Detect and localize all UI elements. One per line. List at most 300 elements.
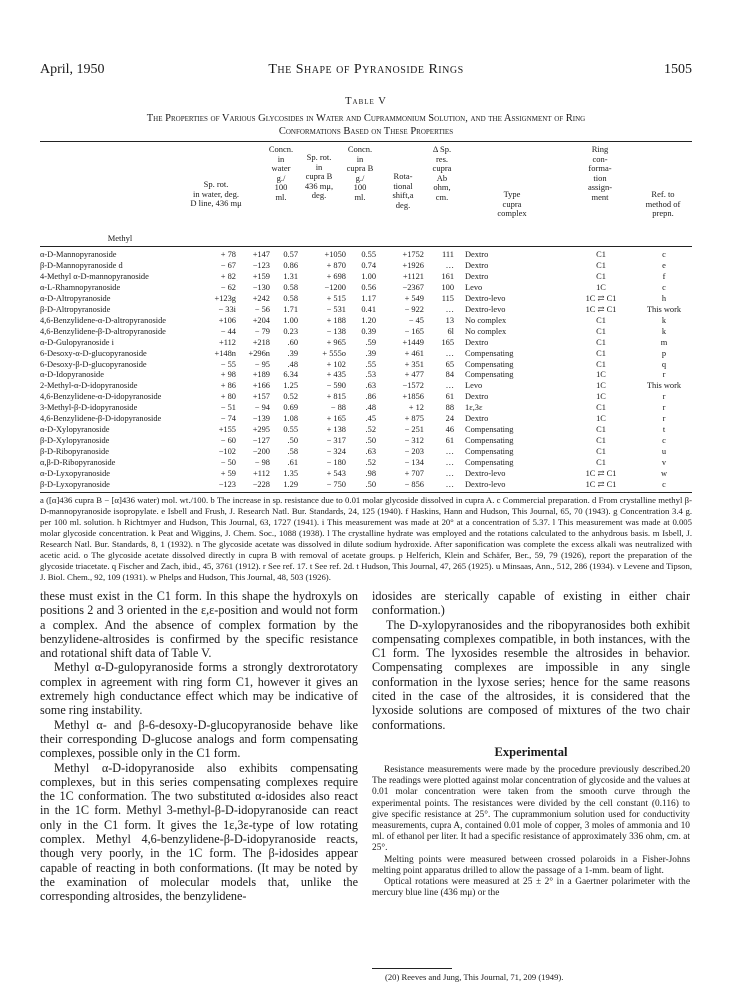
row-name: β-D-Xylopyranoside bbox=[40, 436, 110, 446]
table-row bbox=[40, 446, 692, 457]
row-ring-assignment: C1 bbox=[596, 260, 606, 270]
row-delta-res: 65 bbox=[445, 359, 454, 369]
row-sp-rot-436: − 79 bbox=[254, 326, 270, 336]
left-para-3: Methyl α- and β-6-desoxy-D-glucopyranoside behave like their corresponding D-glucose analogs and form compensating complexes, possible only in the C1 form. bbox=[40, 717, 358, 761]
row-delta-res: 61 bbox=[445, 436, 454, 446]
row-sp-rot-cupra: − 180 bbox=[326, 458, 346, 468]
row-ring-assignment: 1C bbox=[596, 282, 606, 292]
row-complex-type: Dextro-levo bbox=[465, 479, 506, 489]
row-concn-cupra: .59 bbox=[365, 337, 376, 347]
row-concn-water: 1.08 bbox=[283, 414, 298, 424]
table-row bbox=[40, 457, 692, 468]
row-sp-rot-436: −200 bbox=[252, 447, 270, 457]
table-row bbox=[40, 337, 692, 348]
row-ref: r bbox=[662, 392, 666, 402]
row-ring-assignment: 1C ⇄ C1 bbox=[585, 469, 617, 478]
row-concn-cupra: .50 bbox=[365, 436, 376, 446]
row-ring-assignment: C1 bbox=[596, 425, 606, 435]
row-rot-shift: − 134 bbox=[404, 458, 424, 468]
row-sp-rot-cupra: − 590 bbox=[326, 381, 346, 391]
row-delta-res: 84 bbox=[445, 370, 454, 380]
row-concn-water: .50 bbox=[287, 436, 298, 446]
row-ring-assignment: C1 bbox=[596, 458, 606, 468]
row-ref: c bbox=[662, 282, 666, 292]
row-delta-res: … bbox=[445, 479, 454, 489]
left-column bbox=[40, 589, 358, 904]
footnote-rule bbox=[372, 968, 452, 969]
row-complex-type: Levo bbox=[465, 381, 483, 391]
row-ring-assignment: C1 bbox=[596, 447, 606, 457]
row-concn-cupra: 1.00 bbox=[361, 271, 376, 281]
row-ref: u bbox=[661, 447, 667, 457]
row-sp-rot-water: − 55 bbox=[220, 359, 236, 369]
table-row bbox=[40, 413, 692, 424]
row-ring-assignment: C1 bbox=[596, 348, 606, 358]
row-rot-shift: + 461 bbox=[404, 348, 424, 358]
table-title-line2: Conformations Based on These Properties bbox=[278, 126, 454, 137]
left-para-1: these must exist in the C1 form. In this shape the hydroxyls on positions 2 and 3 oriented in the ε,ε-position and would not form a complex. And the absence of complex formation by the benzylidene-altrosides is confirmed by the specific resistance and rotational shift data of Table V. bbox=[40, 589, 358, 661]
row-sp-rot-436: +159 bbox=[252, 271, 270, 281]
table-title-line1: The Properties of Various Glycosides in Water and Cuprammonium Solution, and the Assignment of Ring bbox=[146, 113, 586, 124]
left-para-4: Methyl α-D-idopyranoside also exhibits compensating complexes, but in this series compensating complexes require the 1C conformation. The two substituted α-idosides also react in the 1C form. Methyl 3-methyl-β-D-idopyranoside can react only in the C1 form. It gives the 1ε,3ε-type of low rotating complex. Methyl 4,6-benzylidene-β-D-idopyranoside reacts, though very poorly, in the 1C form. The β-idosides appear capable of reacting in both conformations. (It may be noted by the examination of molecular models that, unlike the corresponding altrosides, the benzylidene- bbox=[40, 760, 358, 904]
row-sp-rot-cupra: −1200 bbox=[324, 282, 346, 292]
row-concn-cupra: 0.39 bbox=[361, 326, 376, 336]
row-concn-cupra: .48 bbox=[365, 403, 376, 413]
row-ring-assignment: 1C bbox=[596, 381, 606, 391]
row-sp-rot-cupra: + 188 bbox=[326, 315, 346, 325]
row-rot-shift: − 45 bbox=[408, 315, 424, 325]
row-concn-cupra: 0.41 bbox=[361, 304, 376, 314]
row-concn-cupra: .52 bbox=[365, 425, 376, 435]
row-ring-assignment: C1 bbox=[596, 403, 606, 413]
reference-20: (20) Reeves and Jung, This Journal, 71, 209 (1949). bbox=[385, 972, 564, 982]
row-delta-res: 46 bbox=[445, 425, 454, 435]
row-concn-water: .58 bbox=[287, 447, 298, 457]
row-ref: p bbox=[661, 348, 667, 358]
row-name: α-D-Gulopyranoside i bbox=[40, 337, 114, 347]
row-concn-cupra: .98 bbox=[365, 469, 376, 478]
row-complex-type: Dextro bbox=[465, 271, 489, 281]
row-name: 6-Desoxy-α-D-glucopyranoside bbox=[40, 348, 147, 358]
row-complex-type: No complex bbox=[465, 326, 507, 336]
row-complex-type: Dextro-levo bbox=[465, 293, 506, 303]
right-para-1: idosides are sterically capable of existing in either chair conformation.) bbox=[372, 589, 690, 618]
row-sp-rot-water: − 67 bbox=[220, 260, 236, 270]
table-top-rule bbox=[40, 141, 692, 142]
row-ref: k bbox=[661, 326, 667, 336]
row-sp-rot-water: +106 bbox=[218, 315, 236, 325]
row-sp-rot-cupra: + 102 bbox=[326, 359, 346, 369]
row-rot-shift: +1856 bbox=[402, 392, 424, 402]
row-sp-rot-water: − 50 bbox=[220, 458, 236, 468]
row-complex-type: Dextro bbox=[465, 337, 489, 347]
row-ring-assignment: C1 bbox=[596, 271, 606, 281]
row-complex-type: Dextro bbox=[465, 260, 489, 270]
row-sp-rot-436: − 95 bbox=[254, 359, 270, 369]
row-sp-rot-cupra: + 435 bbox=[326, 370, 346, 380]
row-delta-res: … bbox=[445, 304, 454, 314]
row-ring-assignment: C1 bbox=[596, 315, 606, 325]
row-name: α-D-Idopyranoside bbox=[40, 370, 104, 380]
row-ref: t bbox=[662, 425, 666, 435]
row-sp-rot-water: + 98 bbox=[220, 370, 236, 380]
row-concn-water: 1.00 bbox=[283, 315, 298, 325]
row-ring-assignment: C1 bbox=[596, 250, 606, 259]
row-ref: r bbox=[662, 370, 666, 380]
row-name: 4-Methyl α-D-mannopyranoside bbox=[40, 271, 149, 281]
row-name: 4,6-Benzylidene-α-D-altropyranoside bbox=[40, 315, 167, 325]
row-sp-rot-436: − 94 bbox=[254, 403, 270, 413]
row-delta-res: 115 bbox=[441, 293, 454, 303]
row-sp-rot-water: −123 bbox=[218, 479, 236, 489]
row-rot-shift: + 12 bbox=[408, 403, 424, 413]
row-sp-rot-water: − 74 bbox=[220, 414, 236, 424]
row-concn-cupra: .45 bbox=[365, 414, 376, 424]
row-complex-type: 1ε,3ε bbox=[465, 403, 483, 413]
row-sp-rot-water: − 51 bbox=[220, 403, 236, 413]
row-delta-res: 111 bbox=[442, 250, 454, 259]
row-sp-rot-436: +295 bbox=[252, 425, 270, 435]
row-sp-rot-cupra: + 965 bbox=[326, 337, 346, 347]
row-sp-rot-436: +204 bbox=[252, 315, 270, 325]
row-delta-res: … bbox=[445, 447, 454, 457]
row-sp-rot-cupra: − 324 bbox=[326, 447, 346, 457]
row-ref: c bbox=[662, 479, 666, 489]
row-ring-assignment: 1C ⇄ C1 bbox=[585, 304, 617, 314]
row-complex-type: Compensating bbox=[465, 436, 514, 446]
row-concn-water: 1.29 bbox=[283, 479, 298, 489]
row-ref: c bbox=[662, 436, 666, 446]
col-head-rot-shift: Rota- tional shift,a deg. bbox=[392, 171, 414, 210]
row-name: α-D-Mannopyranoside bbox=[40, 250, 117, 259]
row-rot-shift: +1449 bbox=[402, 337, 424, 347]
row-name: α,β-D-Ribopyranoside bbox=[40, 458, 116, 468]
row-concn-cupra: 0.55 bbox=[361, 250, 376, 259]
experimental-para-2: Melting points were measured between crossed polaroids in a Fisher-Johns melting point apparatus drilled to allow the passage of a 1-mm. beam of light. bbox=[372, 854, 690, 876]
table-row bbox=[40, 380, 692, 391]
row-sp-rot-water: + 80 bbox=[220, 392, 236, 402]
row-complex-type: Dextro bbox=[465, 250, 489, 259]
row-complex-type: Dextro-levo bbox=[465, 469, 506, 478]
row-concn-cupra: 1.17 bbox=[361, 293, 376, 303]
row-concn-cupra: .86 bbox=[365, 392, 376, 402]
row-delta-res: 100 bbox=[441, 282, 454, 292]
table-footnotes: a ([α]436 cupra B − [α]436 water) mol. wt./100. b The increase in sp. resistance due to 0.01 molar glycoside dissolved in cupra A. c Commercial preparation. d From crystalline methyl β-D-mannopyranoside isopropylate. e Isbell and Frush, J. Research Natl. Bur. Standards, 24, 125 (1940). f Haskins, Hann and Hudson, This Journal, 65, 70 (1943). g Concentration 3.4 g. per 100 ml. solution. h Richtmyer and Hudson, This Journal, 63, 1727 (1941). i This measurement was made at 20° at a concentration of 5.37. l This measurement was made at 0.005 molar glycoside concentration. k Peat and Wiggins, J. Chem. Soc., 1088 (1938). l The crystalline hydrate was employed and the rotations calculated to the anhydrous basis. m Isbell, J. Research Natl. Bur. Standards, 8, 1 (1932). n The glycoside acetate was dissolved in dilute sodium hydroxide. After saponification was complete the excess alkali was neutralized with acetic acid. o The glycoside acetate dissolved directly in cupra B with removal of acetate groups. p Helferich, Klein and Schäfer, Ber., 59, 79 (1926), report the preparation of the glycoside triacetate. q Fischer and Zach, ibid., 45, 3761 (1912). r See ref. 17. t See ref. 2d. t Hudson, This Journal, 47, 265 (1925). u Minsaas, Ann., 512, 286 (1934). v Levene and Tipson, J. Biol. Chem., 92, 109 (1931). w Phelps and Hudson, This Journal, 48, 503 (1926). bbox=[40, 495, 692, 582]
row-complex-type: Dextro-levo bbox=[465, 304, 506, 314]
row-sp-rot-cupra: + 138 bbox=[326, 425, 346, 435]
row-concn-cupra: .63 bbox=[365, 381, 376, 391]
row-complex-type: Dextro bbox=[465, 414, 489, 424]
row-ref: r bbox=[662, 414, 666, 424]
row-name: α-D-Altropyranoside bbox=[40, 293, 111, 303]
row-delta-res: 61 bbox=[445, 392, 454, 402]
row-rot-shift: + 707 bbox=[404, 469, 424, 478]
row-delta-res: … bbox=[445, 469, 454, 478]
row-sp-rot-water: − 44 bbox=[220, 326, 236, 336]
row-rot-shift: − 203 bbox=[404, 447, 424, 457]
row-sp-rot-water: +123g bbox=[214, 293, 236, 303]
row-rot-shift: −2367 bbox=[402, 282, 424, 292]
row-complex-type: Compensating bbox=[465, 447, 514, 457]
table-row bbox=[40, 402, 692, 413]
row-name: 4,6-Benzylidene-β-D-altropyranoside bbox=[40, 326, 166, 336]
col-head-sp-rot-cupra: Sp. rot. in cupra B 436 mμ, deg. bbox=[304, 152, 334, 200]
row-sp-rot-436: +147 bbox=[252, 250, 270, 259]
experimental-heading: Experimental bbox=[494, 745, 568, 759]
experimental-body bbox=[372, 765, 690, 899]
table-row bbox=[40, 249, 692, 260]
row-name: α-D-Lyxopyranoside bbox=[40, 469, 110, 478]
row-concn-cupra: .39 bbox=[365, 348, 376, 358]
row-complex-type: Compensating bbox=[465, 359, 514, 369]
row-concn-water: 1.31 bbox=[283, 271, 298, 281]
row-concn-cupra: .53 bbox=[365, 370, 376, 380]
experimental-para-3: Optical rotations were measured at 25 ± 2° in a Gaertner polarimeter with the mercury blue line (436 mμ) or the bbox=[372, 877, 690, 899]
row-concn-cupra: .55 bbox=[365, 359, 376, 369]
row-sp-rot-436: +189 bbox=[252, 370, 270, 380]
row-concn-water: 0.52 bbox=[283, 392, 298, 402]
row-sp-rot-cupra: + 555o bbox=[322, 348, 346, 358]
table-row bbox=[40, 424, 692, 435]
row-name: β-D-Lyxopyranoside bbox=[40, 479, 110, 489]
row-sp-rot-436: −228 bbox=[252, 479, 270, 489]
row-delta-res: 13 bbox=[445, 315, 454, 325]
row-sp-rot-cupra: + 165 bbox=[326, 414, 346, 424]
row-concn-cupra: .63 bbox=[365, 447, 376, 457]
row-ring-assignment: 1C bbox=[596, 392, 606, 402]
row-ref: q bbox=[661, 359, 667, 369]
row-rot-shift: − 165 bbox=[404, 326, 424, 336]
row-sp-rot-water: −102 bbox=[218, 447, 236, 457]
col-head-type: Type cupra complex bbox=[497, 189, 527, 218]
col-head-ref: Ref. to method of prepn. bbox=[645, 189, 681, 218]
row-rot-shift: +1752 bbox=[402, 250, 424, 259]
row-concn-water: 0.57 bbox=[283, 250, 298, 259]
row-rot-shift: + 477 bbox=[404, 370, 424, 380]
row-complex-type: Compensating bbox=[465, 348, 514, 358]
row-sp-rot-436: +112 bbox=[253, 469, 270, 478]
right-column bbox=[372, 589, 690, 732]
row-sp-rot-436: +218 bbox=[252, 337, 270, 347]
row-sp-rot-436: −123 bbox=[252, 260, 270, 270]
row-sp-rot-water: + 82 bbox=[220, 271, 236, 281]
row-concn-cupra: 0.56 bbox=[361, 282, 376, 292]
col-head-methyl: Methyl bbox=[107, 233, 133, 243]
row-complex-type: Compensating bbox=[465, 425, 514, 435]
row-concn-water: 1.71 bbox=[283, 304, 298, 314]
row-sp-rot-436: +242 bbox=[252, 293, 270, 303]
row-ref: m bbox=[660, 337, 668, 347]
row-rot-shift: + 875 bbox=[404, 414, 424, 424]
row-name: 6-Desoxy-β-D-glucopyranoside bbox=[40, 359, 147, 369]
row-sp-rot-cupra: − 750 bbox=[326, 479, 346, 489]
table-row bbox=[40, 468, 692, 479]
table-row bbox=[40, 369, 692, 380]
col-head-delta-res: Δ Sp. res. cupra Ab ohm, cm. bbox=[432, 144, 452, 202]
row-concn-water: 6.34 bbox=[283, 370, 298, 380]
table-bottom-rule bbox=[40, 492, 692, 493]
row-sp-rot-cupra: + 543 bbox=[326, 469, 346, 478]
running-header bbox=[40, 62, 692, 78]
row-sp-rot-cupra: + 515 bbox=[326, 293, 346, 303]
row-sp-rot-cupra: − 317 bbox=[326, 436, 346, 446]
row-concn-water: 0.23 bbox=[283, 326, 298, 336]
row-sp-rot-436: − 56 bbox=[254, 304, 270, 314]
row-name: α-D-Xylopyranoside bbox=[40, 425, 110, 435]
row-delta-res: 161 bbox=[441, 271, 454, 281]
row-rot-shift: +1926 bbox=[402, 260, 424, 270]
row-sp-rot-cupra: +1050 bbox=[324, 250, 346, 259]
row-ref: This work bbox=[646, 304, 682, 314]
table-row bbox=[40, 271, 692, 282]
left-para-2: Methyl α-D-gulopyranoside forms a strongly dextrorotatory complex in agreement with ring form C1, however it gives an extremely high conductance effect which may be indicative of some ring instability. bbox=[40, 660, 358, 718]
row-name: β-D-Mannopyranoside d bbox=[40, 260, 123, 270]
row-rot-shift: + 549 bbox=[404, 293, 424, 303]
row-concn-cupra: .52 bbox=[365, 458, 376, 468]
row-ref: f bbox=[662, 271, 666, 281]
table-row bbox=[40, 304, 692, 315]
row-ring-assignment: C1 bbox=[596, 337, 606, 347]
row-concn-water: 0.86 bbox=[283, 260, 298, 270]
row-delta-res: … bbox=[445, 458, 454, 468]
row-complex-type: Dextro bbox=[465, 392, 489, 402]
row-sp-rot-cupra: − 88 bbox=[330, 403, 346, 413]
row-complex-type: No complex bbox=[465, 315, 507, 325]
row-sp-rot-water: − 33i bbox=[218, 304, 236, 314]
row-name: β-D-Altropyranoside bbox=[40, 304, 111, 314]
row-rot-shift: +1121 bbox=[402, 271, 424, 281]
row-concn-water: 1.25 bbox=[283, 381, 298, 391]
table-row bbox=[40, 435, 692, 446]
row-concn-water: .48 bbox=[287, 359, 298, 369]
table-title bbox=[40, 112, 692, 138]
col-head-sp-rot: Sp. rot. in water, deg. D line, 436 mμ bbox=[190, 179, 242, 208]
table-row bbox=[40, 260, 692, 271]
row-ref: r bbox=[662, 403, 666, 413]
row-sp-rot-water: + 78 bbox=[220, 250, 236, 259]
row-sp-rot-water: − 62 bbox=[220, 282, 236, 292]
table-row bbox=[40, 326, 692, 337]
row-ref: v bbox=[661, 458, 667, 468]
col-head-concn-water: Concn. in water g./ 100 ml. bbox=[268, 144, 294, 202]
row-rot-shift: + 351 bbox=[404, 359, 424, 369]
row-concn-water: 0.58 bbox=[283, 282, 298, 292]
row-ref: w bbox=[660, 469, 668, 478]
row-concn-water: .39 bbox=[287, 348, 298, 358]
row-concn-water: .61 bbox=[287, 458, 298, 468]
row-delta-res: … bbox=[445, 348, 454, 358]
row-rot-shift: − 922 bbox=[404, 304, 424, 314]
row-concn-water: 1.35 bbox=[283, 469, 298, 478]
row-rot-shift: −1572 bbox=[402, 381, 424, 391]
row-sp-rot-436: −139 bbox=[252, 414, 270, 424]
row-sp-rot-cupra: + 870 bbox=[326, 260, 346, 270]
row-name: 4,6-Benzylidene-α-D-idopyranoside bbox=[40, 392, 162, 402]
row-rot-shift: − 251 bbox=[404, 425, 424, 435]
row-sp-rot-water: +112 bbox=[219, 337, 236, 347]
col-head-concn-cupra: Concn. in cupra B g./ 100 ml. bbox=[346, 144, 374, 202]
row-delta-res: … bbox=[445, 381, 454, 391]
row-complex-type: Compensating bbox=[465, 370, 514, 380]
experimental-para-1: Resistance measurements were made by the procedure previously described.20 The readings were plotted against molar concentration of glycoside and the values at 0.01 molar concentration were taken from the smooth curve through the experimental points. The resistances were divided by the cell constant (0.116) to give specific resistance at 25°. The cuprammonium solution used for conductivity measurements, cupra A, contained 0.01 mole of copper, 3 moles of ammonia and 10 ml. of ethanol per liter. It had a specific resistance of approximately 336 ohm, cm. at 25°. bbox=[372, 765, 690, 854]
row-delta-res: 165 bbox=[441, 337, 454, 347]
row-ring-assignment: 1C bbox=[596, 370, 606, 380]
row-sp-rot-water: +148n bbox=[214, 348, 236, 358]
row-concn-water: 0.69 bbox=[283, 403, 298, 413]
row-sp-rot-cupra: + 698 bbox=[326, 271, 346, 281]
table-row bbox=[40, 282, 692, 293]
row-sp-rot-cupra: − 138 bbox=[326, 326, 346, 336]
row-concn-cupra: 1.20 bbox=[361, 315, 376, 325]
table-caption: Table V bbox=[345, 96, 387, 107]
row-sp-rot-436: +296n bbox=[248, 348, 270, 358]
row-ref: c bbox=[662, 250, 666, 259]
row-ring-assignment: C1 bbox=[596, 436, 606, 446]
row-concn-cupra: .50 bbox=[365, 479, 376, 489]
row-sp-rot-cupra: − 531 bbox=[326, 304, 346, 314]
row-ref: k bbox=[661, 315, 667, 325]
row-sp-rot-water: − 60 bbox=[220, 436, 236, 446]
row-name: 4,6-Benzylidene-β-D-idopyranoside bbox=[40, 414, 162, 424]
row-sp-rot-436: −130 bbox=[252, 282, 270, 292]
col-head-ring: Ring con- forma- tion assign- ment bbox=[587, 144, 613, 202]
row-name: 3-Methyl-β-D-idopyranoside bbox=[40, 403, 138, 413]
row-sp-rot-water: + 59 bbox=[220, 469, 236, 478]
row-sp-rot-cupra: + 815 bbox=[326, 392, 346, 402]
row-concn-water: .60 bbox=[287, 337, 298, 347]
row-sp-rot-436: −127 bbox=[252, 436, 270, 446]
table-row bbox=[40, 348, 692, 359]
row-rot-shift: − 312 bbox=[404, 436, 424, 446]
row-delta-res: … bbox=[445, 260, 454, 270]
row-complex-type: Compensating bbox=[465, 458, 514, 468]
table-row bbox=[40, 479, 692, 490]
row-sp-rot-436: +157 bbox=[252, 392, 270, 402]
row-ring-assignment: 1C ⇄ C1 bbox=[585, 479, 617, 489]
table-row bbox=[40, 391, 692, 402]
table-row bbox=[40, 315, 692, 326]
row-delta-res: 88 bbox=[445, 403, 454, 413]
page-number: 1505 bbox=[664, 62, 692, 77]
row-rot-shift: − 856 bbox=[404, 479, 424, 489]
row-complex-type: Levo bbox=[465, 282, 483, 292]
row-ref: h bbox=[661, 293, 667, 303]
row-sp-rot-436: +166 bbox=[252, 381, 270, 391]
row-ring-assignment: C1 bbox=[596, 359, 606, 369]
row-ref: e bbox=[662, 260, 666, 270]
table-row bbox=[40, 359, 692, 370]
table-head-rule bbox=[40, 246, 692, 247]
row-sp-rot-water: + 86 bbox=[220, 381, 236, 391]
row-name: 2-Methyl-α-D-idopyranoside bbox=[40, 381, 138, 391]
row-concn-water: 0.58 bbox=[283, 293, 298, 303]
row-concn-cupra: 0.74 bbox=[361, 260, 376, 270]
row-sp-rot-water: +155 bbox=[218, 425, 236, 435]
header-date: April, 1950 bbox=[40, 62, 105, 77]
row-ring-assignment: 1C bbox=[596, 414, 606, 424]
table-row bbox=[40, 293, 692, 304]
right-para-2: The D-xylopyranosides and the ribopyranosides both exhibit compensating complexes compatible, in both instances, with the C1 form. The lyxosides resemble the altrosides in behavior. Compensating complexes are impossible in any single conformation in the lyxose series; hence for the same reasons cited in the case of the altrosides, it is considered that the lyxoside solutions are composed of mixtures of the two chair conformations. bbox=[372, 617, 690, 732]
row-delta-res: 6l bbox=[447, 326, 454, 336]
row-concn-water: 0.55 bbox=[283, 425, 298, 435]
row-delta-res: 24 bbox=[445, 414, 454, 424]
row-sp-rot-436: − 98 bbox=[254, 458, 270, 468]
header-title: The Shape of Pyranoside Rings bbox=[268, 62, 464, 77]
row-name: β-D-Ribopyranoside bbox=[40, 447, 109, 457]
row-ring-assignment: 1C ⇄ C1 bbox=[585, 293, 617, 303]
row-ring-assignment: C1 bbox=[596, 326, 606, 336]
row-ref: This work bbox=[646, 381, 682, 391]
